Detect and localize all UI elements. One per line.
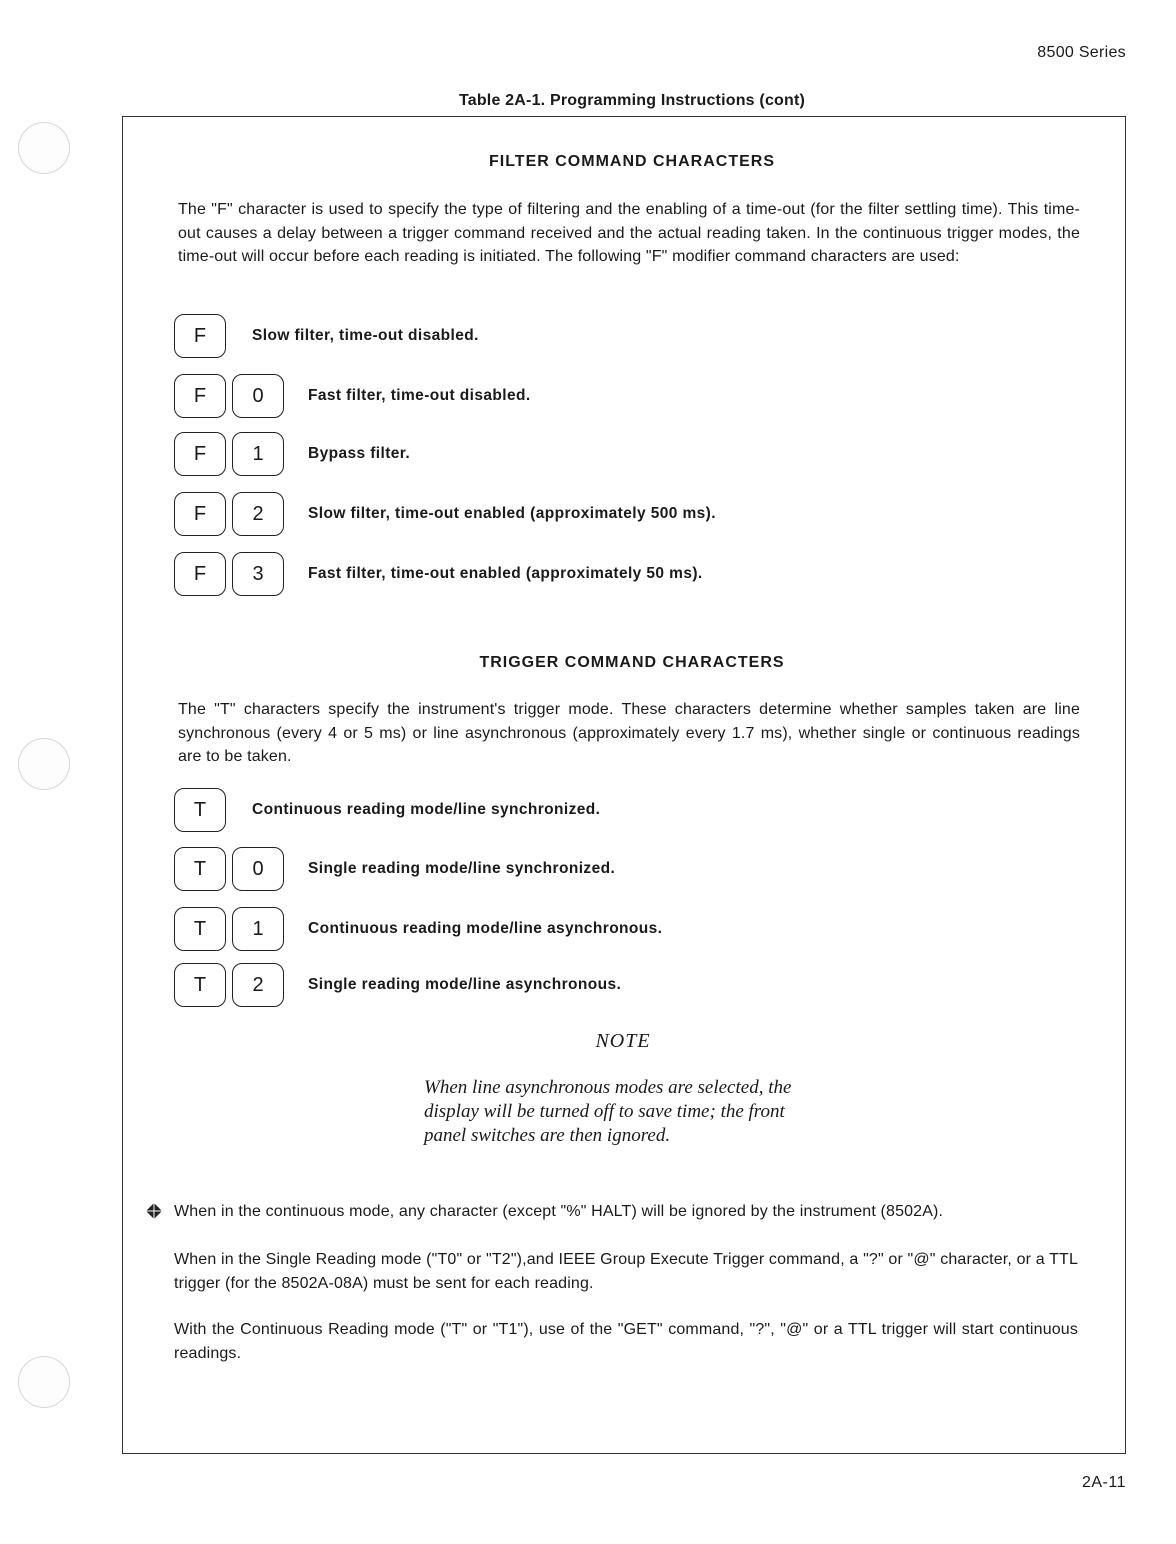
trigger-intro: The "T" characters specify the instrument's trigger mode. These characters determine whether samples taken are line synchronous (every 4 or 5 ms) or line asynchronous (approximately every 1.7 ms), whether single or continuous readings are to be taken. (178, 701, 1080, 765)
command-description: Bypass filter. (308, 445, 411, 462)
command-key: 0 (232, 847, 284, 891)
table-title: Table 2A-1. Programming Instructions (cont) (458, 92, 806, 109)
note-line: When line asynchronous modes are selected, the (424, 1077, 792, 1098)
command-description: Continuous reading mode/line synchronized. (252, 801, 601, 818)
command-row (174, 430, 410, 478)
command-description: Fast filter, time-out disabled. (308, 387, 531, 404)
filter-intro: The "F" character is used to specify the type of filtering and the enabling of a time-out (for the filter settling time). This time-out causes a delay between a trigger command received and the actual reading taken. In the continuous trigger modes, the time-out will occur before each reading is initiated. The following "F" modifier command characters are used: (178, 201, 1080, 265)
command-key: F (174, 492, 226, 536)
command-row (174, 550, 703, 598)
command-key: 1 (232, 907, 284, 951)
series-label: 8500 Series (1037, 44, 1126, 61)
command-key: 2 (232, 963, 284, 1007)
command-key: T (174, 963, 226, 1007)
command-description: Continuous reading mode/line asynchronous. (308, 920, 663, 937)
command-key: T (174, 907, 226, 951)
continuous-reading-paragraph: With the Continuous Reading mode ("T" or "T1"), use of the "GET" command, "?", "@" or a TTL trigger will start continuous readings. (174, 1321, 1078, 1362)
command-row (174, 372, 531, 420)
command-row (174, 905, 662, 953)
command-description: Fast filter, time-out enabled (approximately 50 ms). (308, 565, 703, 582)
punch-hole (18, 738, 70, 790)
command-key: 3 (232, 552, 284, 596)
note-heading: NOTE (595, 1030, 651, 1052)
command-key: 2 (232, 492, 284, 536)
command-key: T (174, 847, 226, 891)
command-description: Slow filter, time-out enabled (approximately 500 ms). (308, 505, 716, 522)
command-row (174, 490, 716, 538)
note-body (424, 1076, 844, 1148)
command-key: T (174, 788, 226, 832)
continuous-mode-paragraph: When in the continuous mode, any character (except "%" HALT) will be ignored by the instrument (8502A). (174, 1203, 944, 1220)
command-description: Single reading mode/line synchronized. (308, 860, 616, 877)
diamond-bullet-icon (146, 1203, 162, 1219)
command-key: F (174, 314, 226, 358)
command-row (174, 845, 615, 893)
note-line: panel switches are then ignored. (424, 1125, 671, 1146)
note-line: display will be turned off to save time; the front (424, 1101, 785, 1122)
trigger-section-title: TRIGGER COMMAND CHARACTERS (479, 654, 785, 671)
filter-section-title: FILTER COMMAND CHARACTERS (488, 153, 775, 170)
command-description: Slow filter, time-out disabled. (252, 327, 479, 344)
command-key: 1 (232, 432, 284, 476)
command-key: F (174, 432, 226, 476)
punch-hole (18, 1356, 70, 1408)
command-description: Single reading mode/line asynchronous. (308, 976, 622, 993)
command-key: F (174, 552, 226, 596)
command-key: 0 (232, 374, 284, 418)
command-row (174, 786, 600, 834)
command-key: F (174, 374, 226, 418)
command-row (174, 312, 479, 360)
page-number: 2A-11 (1081, 1474, 1126, 1491)
command-row (174, 961, 621, 1009)
single-reading-paragraph: When in the Single Reading mode ("T0" or "T2"),and IEEE Group Execute Trigger command, a "?" or "@" character, or a TTL trigger (for the 8502A-08A) must be sent for each reading. (174, 1251, 1078, 1292)
